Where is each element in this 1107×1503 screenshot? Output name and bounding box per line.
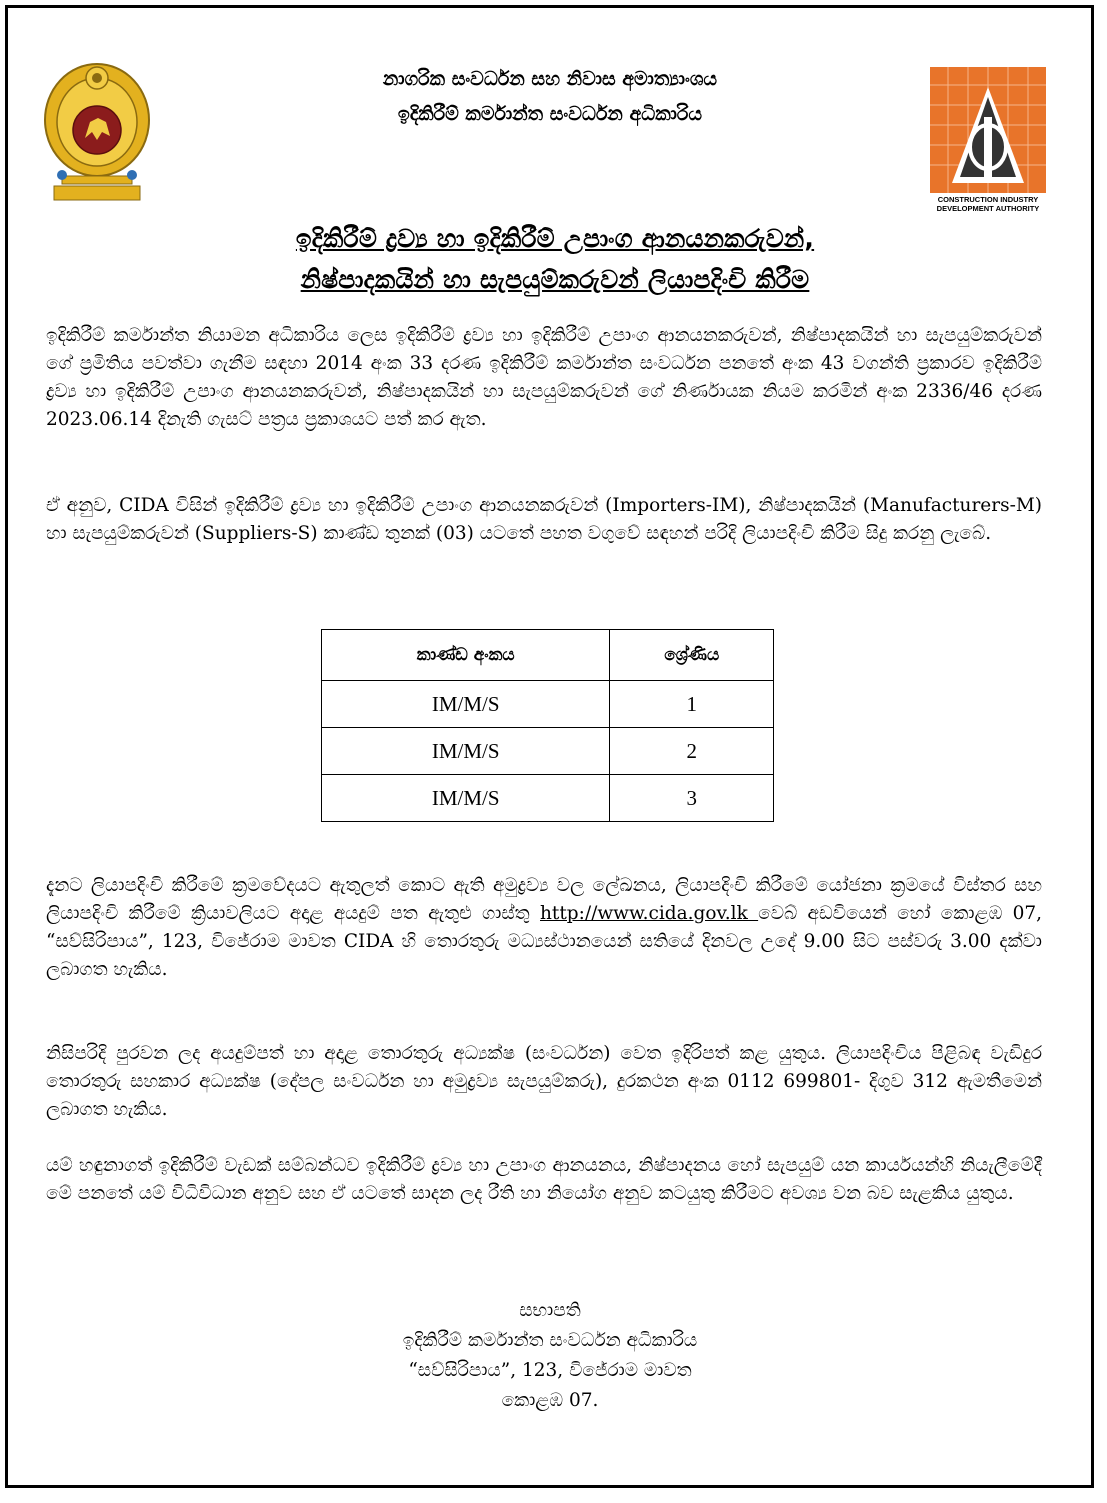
cell-grade: 1 (610, 681, 774, 728)
signature-address: “සව්සිරිපාය”, 123, විජේරාම මාවත (408, 1360, 692, 1381)
header-category-no: කාණ්ඩ අංකය (322, 630, 610, 681)
paragraph-intro: ඉදිකිරීම් කර්මාන්ත නියාමන අධිකාරිය ලෙස ඉදිකිරීම් ද්‍රව්‍ය හා ඉදිකිරීම් උපාංග ආනයනකරුවන්, නිෂ්පාදකයින් හා සැපයුම්කරුවන් ගේ ප්‍රමිතිය පවත්වා ගැනීම සඳහා 2014 අංක 33 දරණ ඉදිකිරීම් කර්මාන්ත සංවර්ධන පනතේ අංක 43 වගන්ති ප්‍රකාරව ඉදිකිරීම් ද්‍රව්‍ය හා ඉදිකිරීම් උපාංග ආනයනකරුවන්, නිෂ්පාදකයින් හා සැපයුම්කරුවන් ගේ නිර්ණායක නියම කරමින් අංක 2336/46 දරණ 2023.06.14 දිනැති ගැසට් පත්‍රය ප්‍රකාශයට පත් කර ඇත. (46, 325, 1042, 430)
header-grade: ශ්‍රේණිය (610, 630, 774, 681)
cell-category: IM/M/S (322, 681, 610, 728)
authority-name: ඉදිකිරීම් කර්මාන්ත සංවර්ධන අධිකාරිය (397, 103, 703, 125)
title-line-2: නිෂ්පාදකයින් හා සැපයුම්කරුවන් ලියාපදිංචි කිරීම (300, 265, 810, 294)
table-row (322, 728, 774, 775)
registration-table (321, 629, 774, 822)
paragraph-documents (46, 872, 1042, 984)
table-row (322, 775, 774, 822)
ministry-name: නාගරික සංවර්ධන සහ නිවාස අමාත්‍යාංශය (382, 68, 718, 90)
signature-title: සභාපති (519, 1300, 581, 1321)
cell-grade: 2 (610, 728, 774, 775)
signature-authority: ඉදිකිරීම් කර්මාන්ත සංවර්ධන අධිකාරිය (402, 1330, 698, 1351)
cida-website-link[interactable]: http://www.cida.gov.lk (540, 903, 759, 924)
sri-lanka-emblem-icon (40, 60, 155, 210)
signature-city: කොළඹ 07. (501, 1390, 599, 1411)
paragraph-submission: නිසිපරිදි පුරවන ලද අයදුම්පත් හා අදාළ තොරතුරු අධ්‍යක්ෂ (සංවර්ධන) වෙත ඉදිරිපත් කළ යුතුය. ලියාපදිංචිය පිළිබඳ වැඩිදුර තොරතුරු සහකාර අධ්‍යක්ෂ (දේපල සංවර්ධන හා අමුද්‍රව්‍ය සැපයුම්කරු), දුරකථන අංක 0112 699801- දිගුව 312 ඇමතීමෙන් ලබාගත හැකිය. (46, 1043, 1042, 1120)
table-row (322, 681, 774, 728)
paragraph-compliance: යම් හඳුනාගත් ඉදිකිරීම් වැඩක් සම්බන්ධව ඉදිකිරීම් ද්‍රව්‍ය හා උපාංග ආනයනය, නිෂ්පාදනය හෝ සැපයුම් යන කාර්යයන්හි නියැලීමේදී මේ පනතේ යම් විධිවිධාන අනුව සහ ඒ යටතේ සාදන ලද රීති හා නියෝග අනුව කටයුතු කිරීමට අවශ්‍ය වන බව සැළකිය යුතුය. (46, 1155, 1042, 1204)
cida-logo-text-2: DEVELOPMENT AUTHORITY (936, 204, 1040, 213)
cell-category: IM/M/S (322, 775, 610, 822)
documents-text-after: වෙබ් අඩවියෙන් හෝ කොළඹ 07, “සව්සිරිපාය”, 123, විජේරාම මාවත CIDA හි තොරතුරු මධ්‍යස්ථානයෙන් සතියේ දිනවල උදේ 9.00 සිට පස්වරු 3.00 දක්වා ලබාගත හැකිය. (46, 903, 1043, 980)
cell-category: IM/M/S (322, 728, 610, 775)
table-header-row (322, 630, 774, 681)
cell-grade: 3 (610, 775, 774, 822)
cida-logo-icon (928, 65, 1048, 215)
paragraph-categories: ඒ අනුව, CIDA විසින් ඉදිකිරීම් ද්‍රව්‍ය හා ඉදිකිරීම් උපාංග ආනයනකරුවන් (Importers-IM), නිෂ්පාදකයින් (Manufacturers-M) හා සැපයුම්කරුවන් (Suppliers-S) කාණ්ඩ තුනක් (03) යටතේ පහත වගුවේ සඳහන් පරිදි ලියාපදිංචි කිරීම සිදු කරනු ලැබේ. (46, 495, 1042, 544)
title-line-1: ඉදිකිරීම් ද්‍රව්‍ය හා ඉදිකිරීම් උපාංග ආනයනකරුවන්, (295, 224, 815, 253)
documents-text-before: දැනට ලියාපදිංචි කිරීමේ ක්‍රමවේදයට ඇතුලත් කොට ඇති අමුද්‍රව්‍ය වල ලේඛනය, ලියාපදිංචි කිරීමේ යෝජනා ක්‍රමයේ විස්තර සහ ලියාපදිංචි කිරීමේ ක්‍රියාවලියට අදාළ අයදුම් පත ඇතුළු ගාස්තු (46, 875, 1042, 924)
cida-logo-text-1: CONSTRUCTION INDUSTRY (937, 195, 1039, 204)
